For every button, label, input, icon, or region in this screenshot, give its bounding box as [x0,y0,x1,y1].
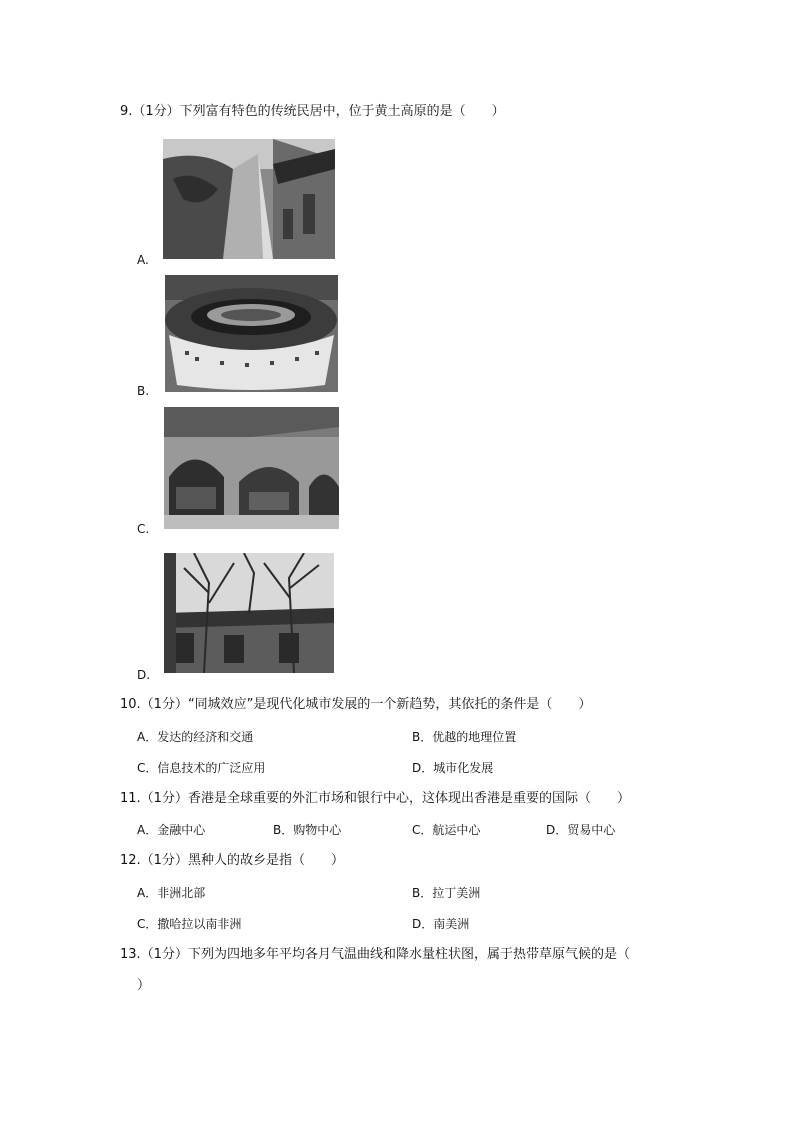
q12-option-b: B．拉丁美洲 [412,886,481,900]
option-a-photo [163,139,335,259]
option-d-label: D. [137,668,151,682]
q11-option-b: B．购物中心 [273,823,342,837]
question-9-stem: 9.（1分）下列富有特色的传统民居中，位于黄土高原的是（ ） [120,104,505,119]
q12-option-a: A．非洲北部 [137,886,206,900]
question-11-stem: 11.（1分）香港是全球重要的外汇市场和银行中心，这体现出香港是重要的国际（ ） [120,791,630,806]
q11-option-d: D．贸易中心 [546,823,616,837]
q10-option-c: C．信息技术的广泛应用 [137,761,266,775]
q11-option-c: C．航运中心 [412,823,481,837]
question-12-stem: 12.（1分）黑种人的故乡是指（ ） [120,853,344,868]
question-10-stem: 10.（1分）“同城效应”是现代化城市发展的一个新趋势，其依托的条件是（ ） [120,697,592,712]
option-a-label: A. [137,253,149,267]
question-13-stem-continued: ） [137,978,151,993]
option-b-photo [165,275,338,392]
q11-option-a: A．金融中心 [137,823,206,837]
q12-option-c: C．撒哈拉以南非洲 [137,917,242,931]
q10-option-d: D．城市化发展 [412,761,494,775]
option-c-label: C. [137,522,150,536]
question-13-stem: 13.（1分）下列为四地多年平均各月气温曲线和降水量柱状图，属于热带草原气候的是（ [120,947,630,962]
q10-option-a: A．发达的经济和交通 [137,730,254,744]
q12-option-d: D．南美洲 [412,917,470,931]
option-c-photo [164,407,339,529]
option-b-label: B. [137,384,150,398]
q10-option-b: B．优越的地理位置 [412,730,517,744]
option-d-photo [164,553,334,673]
